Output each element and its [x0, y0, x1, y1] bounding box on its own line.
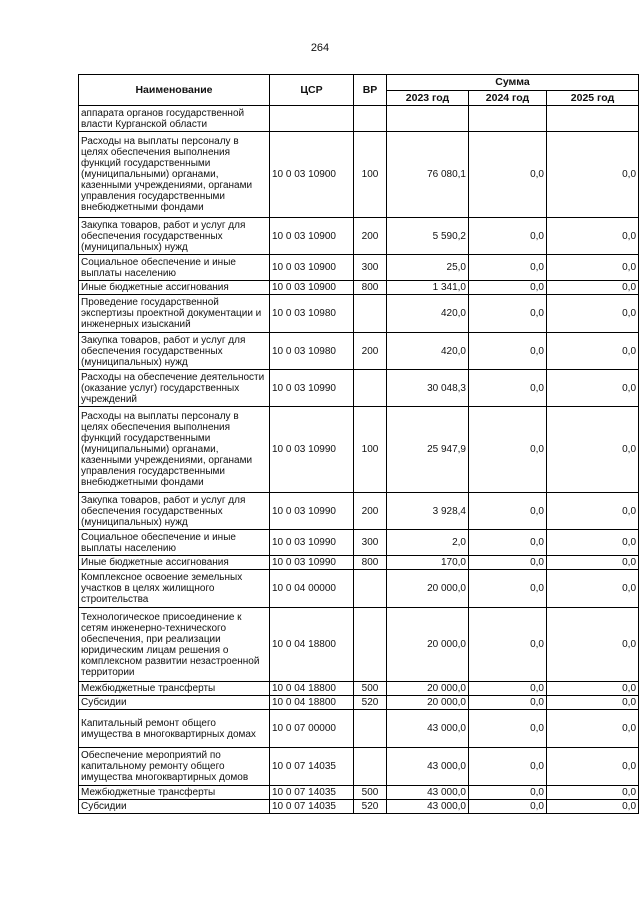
- row-sum-2025: 0,0: [547, 748, 639, 786]
- row-csr: 10 0 07 14035: [270, 748, 354, 786]
- row-csr: 10 0 04 18800: [270, 696, 354, 710]
- row-sum-2025: 0,0: [547, 255, 639, 281]
- table-row: [79, 530, 639, 556]
- row-vr: 200: [354, 333, 387, 370]
- row-sum-2024: 0,0: [469, 218, 547, 255]
- row-sum-2025: 0,0: [547, 682, 639, 696]
- row-csr: 10 0 03 10990: [270, 370, 354, 407]
- row-sum-2024: 0,0: [469, 407, 547, 493]
- row-vr: [354, 608, 387, 682]
- row-vr: [354, 570, 387, 608]
- table-row: [79, 370, 639, 407]
- row-csr: 10 0 04 18800: [270, 682, 354, 696]
- row-name: Социальное обеспечение и иные выплаты населению: [79, 255, 270, 281]
- row-sum-2025: 0,0: [547, 556, 639, 570]
- row-vr: [354, 748, 387, 786]
- row-vr: 500: [354, 786, 387, 800]
- row-name: Расходы на выплаты персоналу в целях обеспечения выполнения функций государственными (муниципальными) органами, казенными учреждениями, органами управления государственными внебюджетными фондами: [79, 407, 270, 493]
- row-sum-2025: 0,0: [547, 407, 639, 493]
- table-row: [79, 132, 639, 218]
- row-sum-2025: 0,0: [547, 530, 639, 556]
- row-vr: [354, 710, 387, 748]
- row-sum-2023: 20 000,0: [387, 682, 469, 696]
- row-sum-2024: 0,0: [469, 710, 547, 748]
- row-sum-2024: 0,0: [469, 281, 547, 295]
- row-vr: 100: [354, 132, 387, 218]
- header-vr: ВР: [354, 75, 387, 106]
- row-name: Закупка товаров, работ и услуг для обеспечения государственных (муниципальных) нужд: [79, 218, 270, 255]
- row-vr: [354, 106, 387, 132]
- row-sum-2023: 2,0: [387, 530, 469, 556]
- row-sum-2025: 0,0: [547, 218, 639, 255]
- row-sum-2024: 0,0: [469, 682, 547, 696]
- row-sum-2023: 5 590,2: [387, 218, 469, 255]
- header-year-2024: 2024 год: [469, 91, 547, 106]
- row-sum-2025: 0,0: [547, 370, 639, 407]
- row-csr: 10 0 03 10990: [270, 556, 354, 570]
- table-row: [79, 556, 639, 570]
- row-csr: 10 0 03 10980: [270, 295, 354, 333]
- row-sum-2023: [387, 106, 469, 132]
- page-number: 264: [310, 42, 330, 54]
- row-vr: 200: [354, 218, 387, 255]
- table-row: [79, 106, 639, 132]
- row-sum-2024: 0,0: [469, 608, 547, 682]
- row-sum-2024: 0,0: [469, 696, 547, 710]
- row-name: Технологическое присоединение к сетям инженерно-технического обеспечения, при реализации юридическим лицам решения о комплексном развитии незастроенной территории: [79, 608, 270, 682]
- row-sum-2025: 0,0: [547, 333, 639, 370]
- row-sum-2025: 0,0: [547, 696, 639, 710]
- table-row: [79, 295, 639, 333]
- table-row: [79, 800, 639, 814]
- row-sum-2023: 420,0: [387, 333, 469, 370]
- header-year-2025: 2025 год: [547, 91, 639, 106]
- header-year-2023: 2023 год: [387, 91, 469, 106]
- row-csr: 10 0 03 10900: [270, 255, 354, 281]
- row-vr: 300: [354, 255, 387, 281]
- row-vr: 800: [354, 281, 387, 295]
- row-sum-2023: 25 947,9: [387, 407, 469, 493]
- table-row: [79, 696, 639, 710]
- table-row: [79, 748, 639, 786]
- table-row: [79, 255, 639, 281]
- row-sum-2023: 20 000,0: [387, 696, 469, 710]
- row-sum-2024: 0,0: [469, 530, 547, 556]
- table-body: [79, 106, 639, 814]
- row-sum-2023: 170,0: [387, 556, 469, 570]
- row-csr: 10 0 03 10900: [270, 281, 354, 295]
- row-csr: 10 0 03 10980: [270, 333, 354, 370]
- row-name: Проведение государственной экспертизы проектной документации и инженерных изысканий: [79, 295, 270, 333]
- row-csr: 10 0 04 00000: [270, 570, 354, 608]
- row-sum-2023: 43 000,0: [387, 786, 469, 800]
- table-row: [79, 570, 639, 608]
- row-sum-2025: 0,0: [547, 281, 639, 295]
- row-sum-2023: 420,0: [387, 295, 469, 333]
- row-name: Расходы на выплаты персоналу в целях обеспечения выполнения функций государственными (муниципальными) органами, казенными учреждениями, органами управления государственными внебюджетными фондами: [79, 132, 270, 218]
- row-csr: 10 0 03 10990: [270, 407, 354, 493]
- row-name: Субсидии: [79, 696, 270, 710]
- budget-table: [78, 74, 639, 814]
- row-vr: [354, 370, 387, 407]
- row-sum-2024: 0,0: [469, 132, 547, 218]
- row-sum-2025: 0,0: [547, 608, 639, 682]
- row-name: Обеспечение мероприятий по капитальному ремонту общего имущества многоквартирных домов: [79, 748, 270, 786]
- row-sum-2024: 0,0: [469, 370, 547, 407]
- row-sum-2023: 20 000,0: [387, 608, 469, 682]
- row-sum-2025: 0,0: [547, 570, 639, 608]
- row-csr: [270, 106, 354, 132]
- row-sum-2025: [547, 106, 639, 132]
- row-sum-2023: 43 000,0: [387, 800, 469, 814]
- row-sum-2024: [469, 106, 547, 132]
- row-csr: 10 0 03 10990: [270, 530, 354, 556]
- row-sum-2024: 0,0: [469, 295, 547, 333]
- table-row: [79, 218, 639, 255]
- row-sum-2024: 0,0: [469, 493, 547, 530]
- row-sum-2023: 43 000,0: [387, 710, 469, 748]
- header-name: Наименование: [79, 75, 270, 106]
- header-csr: ЦСР: [270, 75, 354, 106]
- row-csr: 10 0 04 18800: [270, 608, 354, 682]
- row-name: Расходы на обеспечение деятельности (оказание услуг) государственных учреждений: [79, 370, 270, 407]
- row-sum-2023: 3 928,4: [387, 493, 469, 530]
- table-row: [79, 281, 639, 295]
- row-sum-2023: 25,0: [387, 255, 469, 281]
- table-row: [79, 493, 639, 530]
- row-sum-2024: 0,0: [469, 748, 547, 786]
- row-csr: 10 0 03 10900: [270, 218, 354, 255]
- table-row: [79, 407, 639, 493]
- table-row: [79, 333, 639, 370]
- row-csr: 10 0 03 10900: [270, 132, 354, 218]
- row-name: Иные бюджетные ассигнования: [79, 556, 270, 570]
- row-sum-2023: 43 000,0: [387, 748, 469, 786]
- row-name: Закупка товаров, работ и услуг для обеспечения государственных (муниципальных) нужд: [79, 493, 270, 530]
- header-sum: Сумма: [387, 75, 639, 91]
- row-sum-2023: 30 048,3: [387, 370, 469, 407]
- row-sum-2025: 0,0: [547, 132, 639, 218]
- row-sum-2024: 0,0: [469, 556, 547, 570]
- row-csr: 10 0 07 00000: [270, 710, 354, 748]
- row-csr: 10 0 07 14035: [270, 786, 354, 800]
- row-vr: 200: [354, 493, 387, 530]
- table-row: [79, 682, 639, 696]
- row-sum-2025: 0,0: [547, 295, 639, 333]
- row-name: Межбюджетные трансферты: [79, 786, 270, 800]
- row-name: Межбюджетные трансферты: [79, 682, 270, 696]
- row-vr: 520: [354, 696, 387, 710]
- table-row: [79, 710, 639, 748]
- table-row: [79, 608, 639, 682]
- row-sum-2023: 76 080,1: [387, 132, 469, 218]
- row-name: аппарата органов государственной власти Курганской области: [79, 106, 270, 132]
- row-name: Закупка товаров, работ и услуг для обеспечения государственных (муниципальных) нужд: [79, 333, 270, 370]
- table-row: [79, 786, 639, 800]
- table-header: [79, 75, 639, 106]
- row-vr: 500: [354, 682, 387, 696]
- row-sum-2025: 0,0: [547, 786, 639, 800]
- row-name: Комплексное освоение земельных участков в целях жилищного строительства: [79, 570, 270, 608]
- row-sum-2024: 0,0: [469, 333, 547, 370]
- row-name: Социальное обеспечение и иные выплаты населению: [79, 530, 270, 556]
- row-sum-2023: 1 341,0: [387, 281, 469, 295]
- row-csr: 10 0 07 14035: [270, 800, 354, 814]
- row-vr: 800: [354, 556, 387, 570]
- row-sum-2024: 0,0: [469, 786, 547, 800]
- row-vr: 100: [354, 407, 387, 493]
- row-vr: 520: [354, 800, 387, 814]
- row-sum-2023: 20 000,0: [387, 570, 469, 608]
- row-sum-2024: 0,0: [469, 800, 547, 814]
- row-sum-2025: 0,0: [547, 800, 639, 814]
- row-name: Иные бюджетные ассигнования: [79, 281, 270, 295]
- row-vr: [354, 295, 387, 333]
- row-name: Капитальный ремонт общего имущества в многоквартирных домах: [79, 710, 270, 748]
- row-sum-2024: 0,0: [469, 570, 547, 608]
- row-sum-2024: 0,0: [469, 255, 547, 281]
- row-sum-2025: 0,0: [547, 493, 639, 530]
- row-name: Субсидии: [79, 800, 270, 814]
- row-vr: 300: [354, 530, 387, 556]
- row-csr: 10 0 03 10990: [270, 493, 354, 530]
- row-sum-2025: 0,0: [547, 710, 639, 748]
